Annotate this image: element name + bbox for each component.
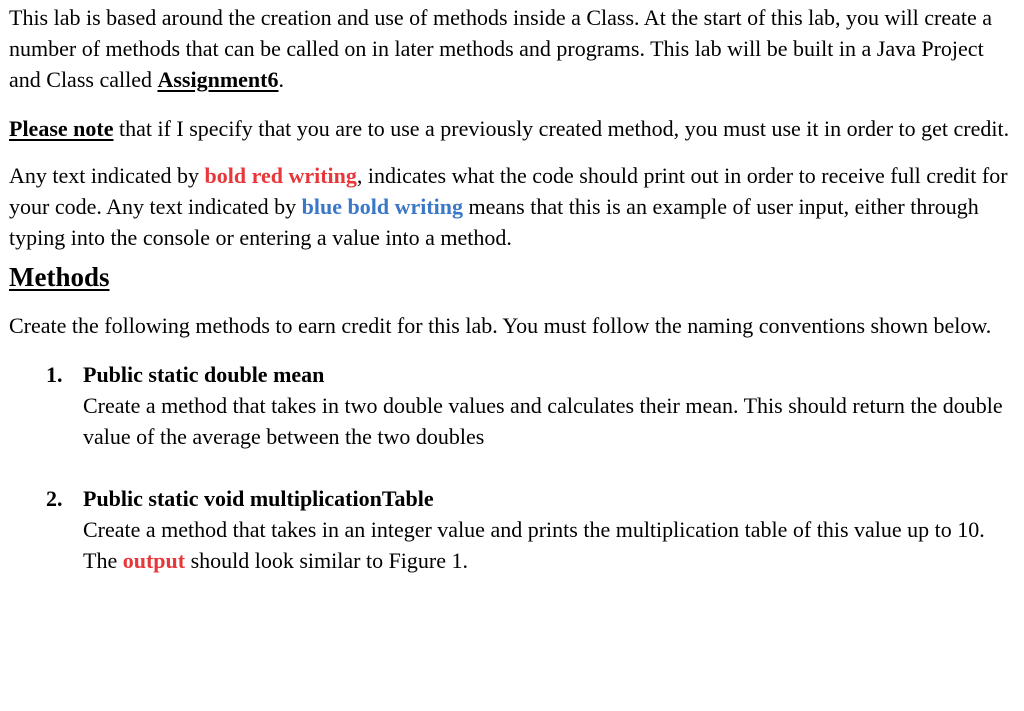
note-lead: Please note: [9, 116, 114, 141]
methods-heading: Methods: [9, 262, 110, 292]
note-paragraph: [9, 113, 1014, 144]
method-number: 1.: [46, 362, 63, 387]
class-name: Assignment6: [157, 67, 279, 92]
method-desc-part2: should look similar to Figure 1.: [185, 548, 469, 573]
blue-phrase: blue bold writing: [301, 194, 464, 219]
intro-end: .: [278, 67, 284, 92]
output-word: output: [122, 548, 186, 573]
intro-paragraph: [9, 2, 1014, 95]
legend-part3: means that this is an example of user input, either through typing into the console or entering a value into a method.: [9, 194, 979, 250]
legend-part1: Any text indicated by: [9, 163, 205, 188]
document-page: [9, 0, 1014, 576]
legend-paragraph: [9, 160, 1014, 253]
note-text: that if I specify that you are to use a previously created method, you must use it in order to get credit.: [113, 116, 1010, 141]
method-title: Public static double mean: [83, 362, 325, 387]
intro-text: This lab is based around the creation and use of methods inside a Class. At the start of this lab, you will create a number of methods that can be called on in later methods and programs. This lab will be built in a Java Project and Class called: [9, 5, 993, 92]
legend-part2: , indicates what the code should print out in order to receive full credit for your code. Any text indicated by: [9, 163, 1008, 219]
method-description: [83, 514, 1014, 576]
list-item: [9, 483, 1014, 576]
list-item: [9, 359, 1014, 452]
method-title: Public static void multiplicationTable: [83, 486, 434, 511]
red-phrase: bold red writing: [204, 163, 357, 188]
method-desc-part1: Create a method that takes in an integer value and prints the multiplication table of this value up to 10. The: [83, 517, 985, 573]
method-number: 2.: [46, 486, 63, 511]
method-description: Create a method that takes in two double values and calculates their mean. This should return the double value of the average between the two doubles: [83, 393, 1003, 449]
methods-list: [9, 359, 1014, 576]
methods-intro: Create the following methods to earn credit for this lab. You must follow the naming conventions shown below.: [9, 313, 992, 338]
